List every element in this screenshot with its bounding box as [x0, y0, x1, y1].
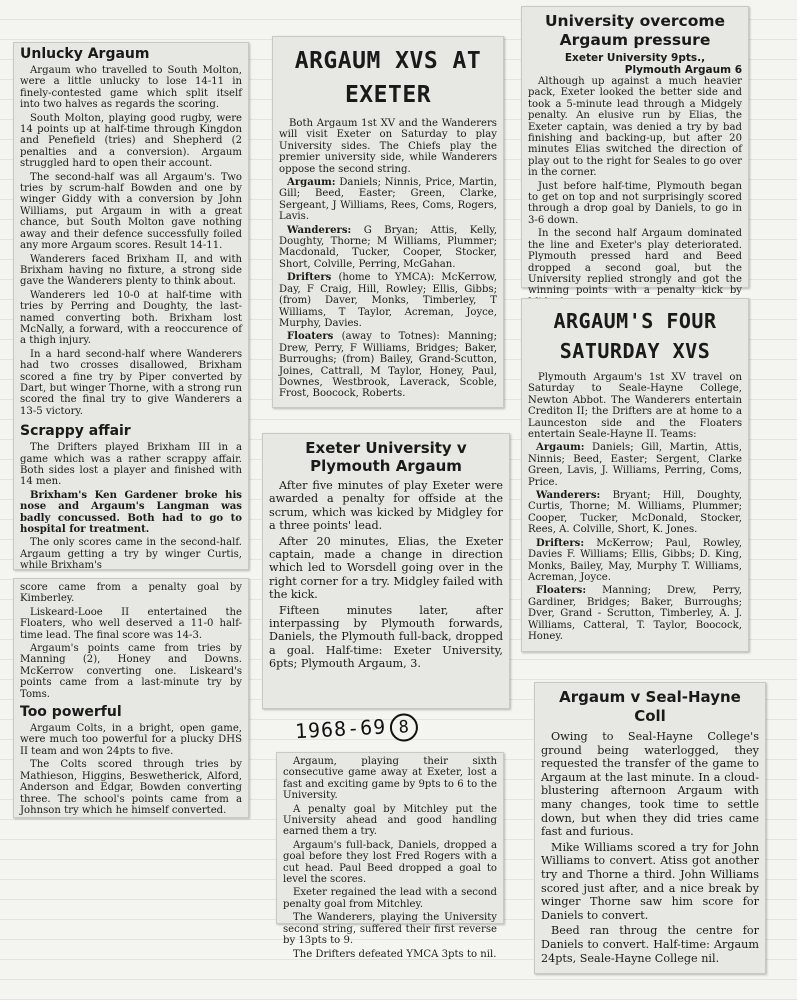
clipping-argaum-v-seal-hayne-coll [534, 682, 766, 974]
paragraph: After five minutes of play Exeter were awarded a penalty for offside at the scrum, which was kicked by Midgley for a three points' lead. [269, 479, 503, 533]
paragraph: The Drifters played Brixham III in a game which was a rather scrappy affair. Both sides lost a player and finished with 14 men. [20, 442, 242, 488]
headline: Exeter University v Plymouth Argaum [305, 439, 467, 475]
handwritten-season-note [294, 713, 419, 747]
paragraph: Fifteen minutes later, after interpassing by Plymouth forwards, Daniels, the Plymouth full-back, dropped a goal. Half-time: Exeter University, 6pts; Plymouth Argaum, 3. [269, 603, 503, 671]
team-label: Argaum: [536, 442, 585, 454]
team-label: Floaters [287, 331, 334, 343]
paragraph: Beed ran throug the centre for Daniels to convert. Half-time: Argaum 24pts, Seale-Hayne College nil. [541, 924, 759, 965]
headline: Argaum v Seal-Hayne Coll [559, 688, 741, 725]
paragraph: Argaum Colts, in a bright, open game, were much too powerful for a plucky DHS II team and won 24pts to five. [20, 723, 242, 757]
clipping-argaum-sixth-away [276, 752, 504, 960]
team-label: Wanderers: [536, 490, 601, 502]
team-list [528, 538, 742, 584]
headline: ARGAUM XVS AT EXETER [294, 48, 482, 108]
paragraph: The Wanderers, playing the University second string, suffered their first reverse by 13pts to 9. [283, 912, 497, 947]
result-line: Plymouth Argaum 6 [624, 64, 742, 76]
team-label: Wanderers: [287, 224, 352, 236]
headline: Unlucky Argaum [20, 46, 150, 62]
handwritten-page-number: 8 [390, 713, 419, 742]
team-list [279, 225, 497, 271]
team-label: Drifters [287, 272, 332, 284]
clipping-argaums-four-saturday-xvs [521, 298, 749, 652]
paragraph: The Colts scored through tries by Mathieson, Higgins, Beswetherick, Alford, Anderson and Edgar, Bowden converting three. The school's points came from a Johnson try which he himself converted. [20, 759, 242, 816]
team-players: (home to YMCA): McKerrow, Day, F Craig, Hill, Rowley; Ellis, Gibbs; (from) Daver, Monks, Timberley, T Williams, T Taylor, Acreman, Joyce, Murphy, Davies. [279, 272, 497, 329]
team-players: Manning; Drew, Perry, Gardiner, Bridges; Baker, Burroughs; Dver, Grand - Scrutton, Timberley, A. J. Williams, Catteral, T. Taylor, Boocock, Honey. [528, 585, 742, 642]
paragraph: In a hard second-half where Wanderers had two crosses disallowed, Brixham scored a fine try by Piper converted by Dart, but winger Thorne, with a strong run scored the final try to give Wanderers a 13-5 victory. [20, 348, 242, 417]
team-label: Floaters: [536, 585, 587, 597]
team-label: Drifters: [536, 537, 585, 549]
paragraph: The only scores came in the second-half. Argaum getting a try by winger Curtis, while Brixham's [20, 537, 242, 572]
paragraph: Both Argaum 1st XV and the Wanderers will visit Exeter on Saturday to play University sides. The Chiefs play the premier university side, while Wanderers oppose the second string. [279, 118, 497, 175]
clipping-university-overcome-argaum [521, 6, 749, 297]
team-players: (away to Totnes): Manning; Drew, Perry, F Williams, Bridges; Baker, Burroughs; (from) Bailey, Grand-Scutton, Joines, Cattrall, M Taylor, Honey, Paul, Downes, Westbrook, Laverack, Scoble, Frost, Boocock, Roberts. [279, 331, 497, 400]
paragraph: Exeter regained the lead with a second penalty goal from Mitchley. [283, 887, 497, 910]
team-players: Bryant; Hill, Doughty, Curtis, Thorne; M. Williams, Plummer; Cooper, Tucker, McDonald, Stocker, Rees, A. Colville, Short, K. Jones. [528, 490, 742, 536]
paragraph: Wanderers faced Brixham II, and with Brixham having no fixture, a strong side gave the Wanderers plenty to think about. [20, 253, 242, 288]
team-list [279, 272, 497, 329]
paragraph: In the second half Argaum dominated the line and Exeter's play deteriorated. Plymouth pressed hard and Beed dropped a second goal, but the University replied strongly and got the winning points with a penalty kick by [528, 228, 742, 297]
paragraph: Wanderers led 10-0 at half-time with tries by Perring and Doughty, the last-named converting both. Brixham lost McNally, a forward, with a reoccurence of a thigh injury. [20, 289, 242, 347]
paragraph: Argaum who travelled to South Molton, were a little unlucky to lose 14-11 in finely-contested game which split itself into two halves as regards the scoring. [20, 65, 242, 111]
paragraph: South Molton, playing good rugby, were 14 points up at half-time through Kingdon and Penefield (tries) and Shepherd (2 penalties and a conversion). Argaum struggled hard to open their account. [20, 112, 242, 170]
paragraph: The Drifters defeated YMCA 3pts to nil. [293, 948, 497, 960]
paragraph: score came from a penalty goal by Kimberley. [20, 582, 242, 605]
team-list [279, 177, 497, 223]
team-players: McKerrow; Paul, Rowley, Davies F. Williams; Ellis, Gibbs; D. King, Monks, Bailey, May, Murphy T. Williams, Acreman, Joyce. [528, 537, 742, 583]
team-players: Daniels; Ninnis, Price, Martin, Gill; Beed, Easter; Green, Clarke, Sergeant, J Williams, Rees, Coms, Rogers, Lavis. [279, 177, 497, 223]
team-list [528, 490, 742, 536]
headline: University overcome Argaum pressure [544, 12, 726, 49]
paragraph: Owing to Seal-Hayne College's ground being waterlogged, they requested the transfer of the game to Argaum at the last minute. In a cloud-blustering afternoon Argaum with many changes, took time to settle down, but when they did tries came fast and furious. [541, 730, 759, 839]
team-list [279, 331, 497, 399]
clipping-argaum-xvs-at-exeter [272, 36, 504, 408]
paragraph: A penalty goal by Mitchley put the University ahead and good handling earned them a try. [283, 803, 497, 838]
paragraph: Plymouth Argaum's 1st XV travel on Saturday to Seale-Hayne College, Newton Abbot. The Wanderers entertain Crediton II; the Drifters are at home to a Launceston side and the Floaters entertain Seale-Hayne II. Teams: [528, 372, 742, 441]
paragraph: The second-half was all Argaum's. Two tries by scrum-half Bowden and one by winger Giddy with a conversion by John Williams, put Argaum in with a great chance, but South Molton gave nothing away and their defence successfully foiled any more Argaum scores. Result 14-11. [20, 171, 242, 252]
team-label: Argaum: [287, 177, 336, 189]
paragraph: Liskeard-Looe II entertained the Floaters, who well deserved a 11-0 half-time lead. The final score was 14-3. [20, 606, 242, 641]
team-list [528, 585, 742, 642]
result-line: Exeter University 9pts., [564, 52, 706, 64]
subheadline: Scrappy affair [20, 423, 131, 440]
team-players: G Bryan; Attis, Kelly, Doughty, Thorne; M Williams, Plummer; Macdonald, Tucker, Cooper, Stocker, Short, Colville, Perring, McGahan. [279, 224, 497, 270]
paragraph: Argaum's full-back, Daniels, dropped a goal before they lost Fred Rogers with a cut head. Paul Beed dropped a goal to level the scores. [283, 839, 497, 886]
clipping-too-powerful [13, 578, 249, 818]
paragraph-bold: Brixham's Ken Gardener broke his nose and Argaum's Langman was badly concussed. Both had to go to hospital for treatment. [20, 489, 242, 536]
paragraph: After 20 minutes, Elias, the Exeter captain, made a change in direction which led to Worsdell going over in the right corner for a try. Midgley failed with the kick. [269, 534, 503, 602]
clipping-exeter-university-v-plymouth-argaum [262, 433, 510, 709]
paragraph: Mike Williams scored a try for John Williams to convert. Atiss got another try and Thorne a third. John Williams scored just after, and a nice break by winger Thorne saw him score for Daniels to convert. [541, 840, 759, 922]
paragraph: Argaum's points came from tries by Manning (2), Honey and Downs. McKerrow converting one. Liskeard's points came from a last-minute try by Toms. [20, 643, 242, 700]
team-players: Daniels; Gill, Martin, Attis, Ninnis; Beed, Easter; Sergent, Clarke Green, Lavis, J. Williams, Perring, Coms, Price. [528, 442, 742, 488]
paragraph: Just before half-time, Plymouth began to get on top and not surprisingly scored through a drop goal by Daniels, to go in 3-6 down. [528, 180, 742, 226]
paragraph: Argaum, playing their sixth consecutive game away at Exeter, lost a fast and exciting game by 9pts to 6 to the University. [283, 756, 497, 802]
paragraph: Although up against a much heavier pack, Exeter looked the better side and took a 5-minute lead through a Midgely penalty. An elusive run by Elias, the Exeter captain, was denied a try by bad finishing and backing-up, but after 20 minutes Elias switched the direction of play out to the right for Seales to go over in the corner. [528, 76, 742, 179]
subheadline: Too powerful [20, 704, 122, 721]
handwritten-year: 1968-69 [294, 714, 387, 744]
clipping-unlucky-argaum [13, 42, 249, 570]
team-list [528, 442, 742, 488]
headline: ARGAUM'S FOUR SATURDAY XVS [553, 309, 717, 363]
